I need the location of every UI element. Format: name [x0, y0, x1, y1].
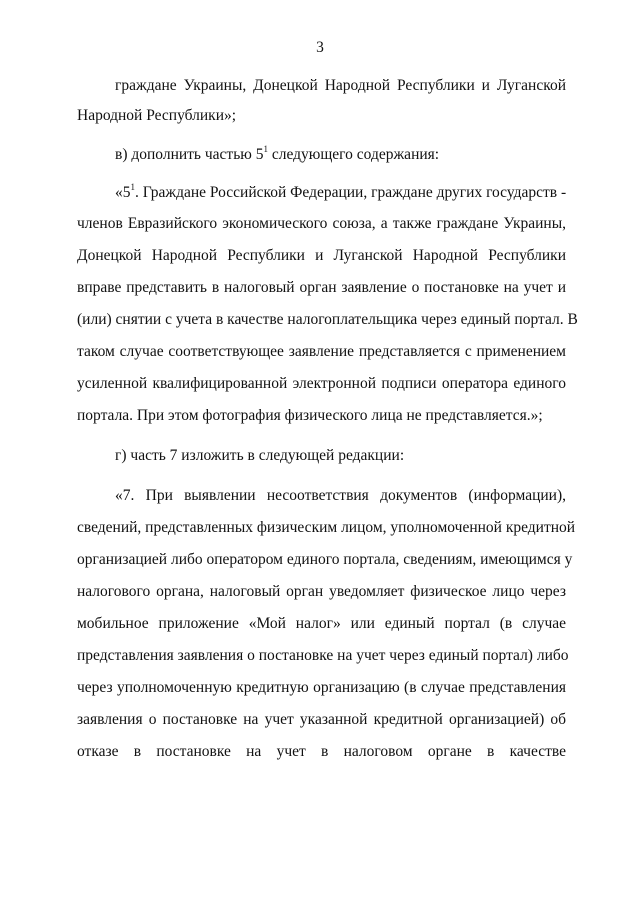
page-number: 3: [316, 39, 324, 56]
text-line: сведений, представленных физическим лицом, уполномоченной кредитной: [77, 519, 576, 536]
text-line: г) часть 7 изложить в следующей редакции:: [115, 447, 405, 464]
text-line: усиленной квалифицированной электронной подписи оператора единого: [77, 375, 566, 392]
text-line: организацией либо оператором единого портала, сведениям, имеющимся у: [77, 551, 573, 568]
text-line: [115, 183, 566, 203]
text-line: через уполномоченную кредитную организацию (в случае представления: [77, 679, 566, 696]
text-line: граждане Украины, Донецкой Народной Республики и Луганской: [115, 77, 566, 94]
text-line: Донецкой Народной Республики и Луганской Народной Республики: [77, 247, 566, 264]
text-line: [115, 145, 439, 165]
text-line: налогового органа, налоговый орган уведомляет физическое лицо через: [77, 583, 566, 600]
text-run: в) дополнить частью 5: [115, 146, 264, 163]
text-line: членов Евразийского экономического союза, а также граждане Украины,: [77, 215, 566, 232]
text-line: портала. При этом фотография физического лица не представляется.»;: [77, 407, 543, 424]
text-line: «7. При выявлении несоответствия документов (информации),: [115, 487, 566, 504]
text-line: мобильное приложение «Мой налог» или единый портал (в случае: [77, 615, 566, 632]
text-line: представления заявления о постановке на учет через единый портал) либо: [77, 647, 569, 664]
text-line: таком случае соответствующее заявление представляется с применением: [77, 343, 566, 360]
text-run: «5: [115, 184, 131, 201]
text-line: (или) снятии с учета в качестве налогоплательщика через единый портал. В: [77, 311, 578, 328]
text-line: отказе в постановке на учет в налоговом органе в качестве: [77, 743, 566, 760]
superscript: 1: [130, 182, 135, 192]
text-line: заявления о постановке на учет указанной кредитной организацией) об: [77, 711, 566, 728]
text-run: следующего содержания:: [267, 146, 440, 163]
text-line: Народной Республики»;: [77, 107, 237, 124]
text-run: . Граждане Российской Федерации, граждане других государств -: [135, 184, 567, 201]
superscript: 1: [263, 144, 268, 154]
text-line: вправе представить в налоговый орган заявление о постановке на учет и: [77, 279, 566, 296]
